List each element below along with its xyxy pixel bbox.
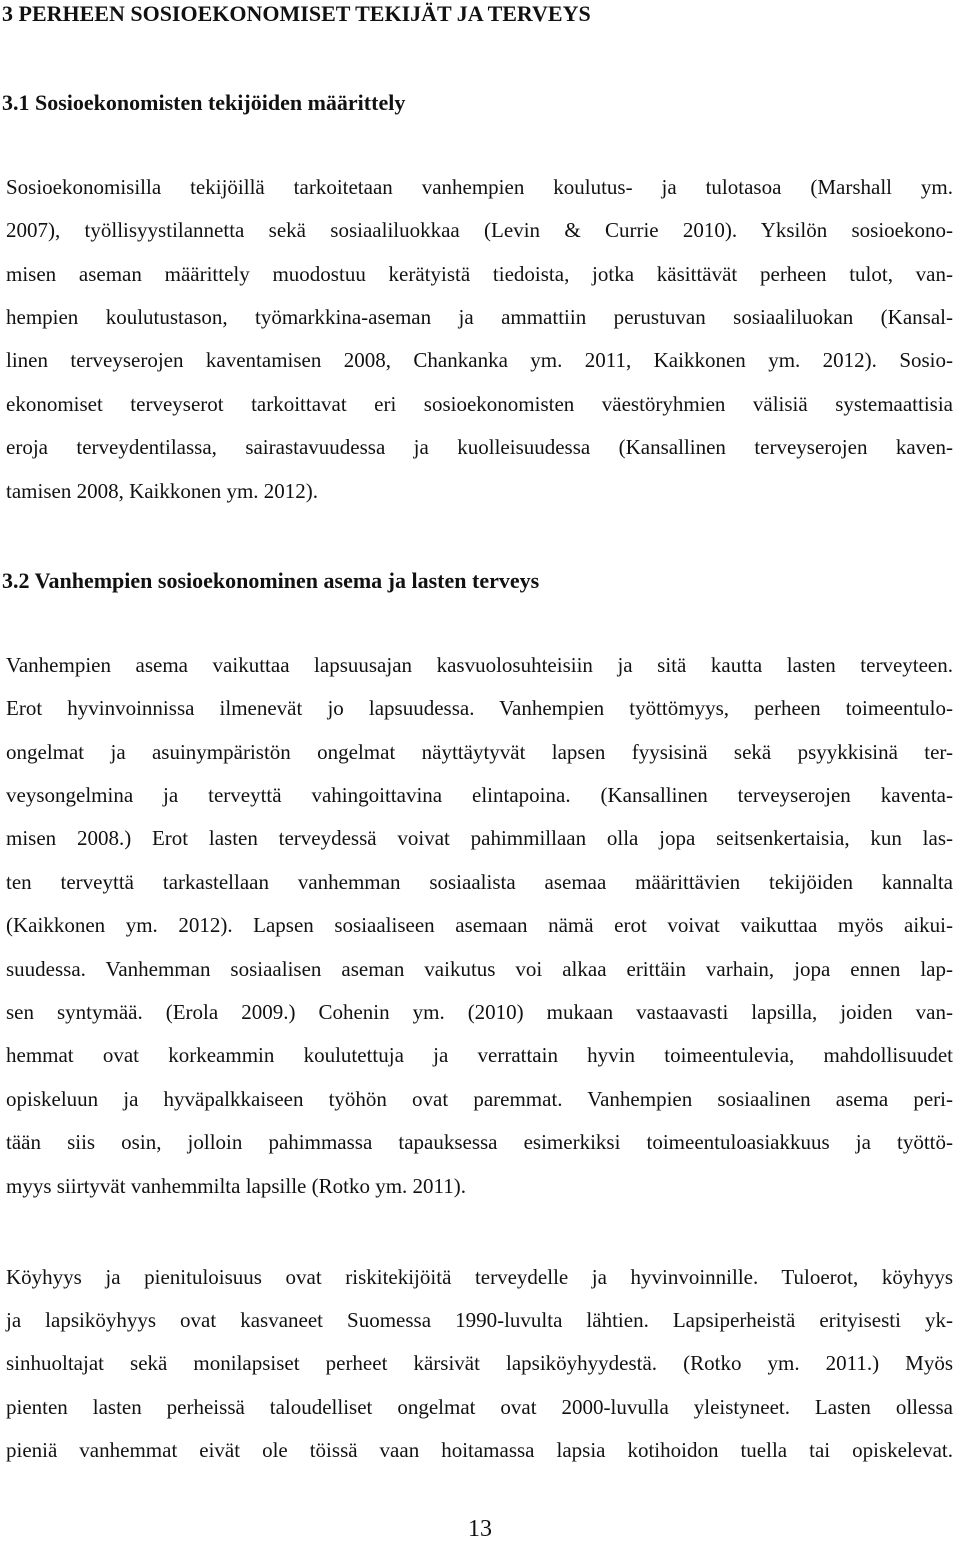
paragraph-line: suudessa. Vanhemman sosiaalisen aseman vaikutus voi alkaa erittäin varhain, jopa ennen lap-: [6, 957, 953, 981]
paragraph-line: (Kaikkonen ym. 2012). Lapsen sosiaaliseen asemaan nämä erot voivat vaikuttaa myös aikui-: [6, 913, 953, 937]
paragraph-line: ekonomiset terveyserot tarkoittavat eri sosioekonomisten väestöryhmien välisiä systemaattisia: [6, 392, 953, 416]
paragraph-line: hemmat ovat korkeammin koulutettuja ja verrattain hyvin toimeentulevia, mahdollisuudet: [6, 1043, 953, 1067]
paragraph-line: pieniä vanhemmat eivät ole töissä vaan hoitamassa lapsia kotihoidon tuella tai opiskelevat.: [6, 1438, 953, 1462]
paragraph-line: pienten lasten perheissä taloudelliset ongelmat ovat 2000-luvulla yleistyneet. Lasten ollessa: [6, 1395, 953, 1419]
paragraph-line: linen terveyserojen kaventamisen 2008, Chankanka ym. 2011, Kaikkonen ym. 2012). Sosio-: [6, 348, 953, 372]
paragraph-line: hempien koulutustason, työmarkkina-aseman ja ammattiin perustuvan sosiaaliluokan (Kansal-: [6, 305, 953, 329]
section-title-3-1: 3.1 Sosioekonomisten tekijöiden määrittely: [2, 90, 406, 115]
chapter-title: 3 PERHEEN SOSIOEKONOMISET TEKIJÄT JA TERVEYS: [2, 1, 591, 26]
section-title-3-2: 3.2 Vanhempien sosioekonominen asema ja lasten terveys: [2, 568, 540, 593]
paragraph-line: ongelmat ja asuinympäristön ongelmat näyttäytyvät lapsen fyysisinä sekä psyykkisinä ter-: [6, 740, 953, 764]
paragraph-line: Köyhyys ja pienituloisuus ovat riskitekijöitä terveydelle ja hyvinvoinnille. Tuloerot, köyhyys: [6, 1265, 953, 1289]
paragraph-line: opiskeluun ja hyväpalkkaiseen työhön ovat paremmat. Vanhempien sosiaalinen asema peri-: [6, 1087, 953, 1111]
paragraph-line: veysongelmina ja terveyttä vahingoittavina elintapoina. (Kansallinen terveyserojen kaventa-: [6, 783, 953, 807]
paragraph-line: Vanhempien asema vaikuttaa lapsuusajan kasvuolosuhteisiin ja sitä kautta lasten terveyteen.: [6, 653, 953, 677]
page-number: 13: [468, 1516, 492, 1542]
paragraph-line: ten terveyttä tarkastellaan vanhemman sosiaalista asemaa määrittävien tekijöiden kannalta: [6, 870, 953, 894]
paragraph-line: misen 2008.) Erot lasten terveydessä voivat pahimmillaan olla jopa seitsenkertaisia, kun las-: [6, 826, 953, 850]
paragraph-line: myys siirtyvät vanhemmilta lapsille (Rotko ym. 2011).: [6, 1174, 467, 1198]
paragraph-line: tään siis osin, jolloin pahimmassa tapauksessa esimerkiksi toimeentuloasiakkuus ja työttö-: [6, 1130, 953, 1154]
paragraph-line: Sosioekonomisilla tekijöillä tarkoitetaan vanhempien koulutus- ja tulotasoa (Marshall ym.: [6, 175, 953, 199]
paragraph-line: misen aseman määrittely muodostuu kerätyistä tiedoista, jotka käsittävät perheen tulot, van-: [6, 262, 953, 286]
paragraph-line: tamisen 2008, Kaikkonen ym. 2012).: [6, 479, 319, 503]
paragraph-line: sen syntymää. (Erola 2009.) Cohenin ym. (2010) mukaan vastaavasti lapsilla, joiden van-: [6, 1000, 953, 1024]
paragraph-line: sinhuoltajat sekä monilapsiset perheet kärsivät lapsiköyhyydestä. (Rotko ym. 2011.) Myös: [6, 1351, 953, 1375]
paragraph-line: Erot hyvinvoinnissa ilmenevät jo lapsuudessa. Vanhempien työttömyys, perheen toimeentulo-: [6, 696, 953, 720]
paragraph-line: ja lapsiköyhyys ovat kasvaneet Suomessa 1990-luvulta lähtien. Lapsiperheistä erityisesti yk-: [6, 1308, 953, 1332]
paragraph-line: 2007), työllisyystilannetta sekä sosiaaliluokkaa (Levin & Currie 2010). Yksilön sosioekono-: [6, 218, 953, 242]
paragraph-line: eroja terveydentilassa, sairastavuudessa ja kuolleisuudessa (Kansallinen terveyserojen kaven-: [6, 435, 953, 459]
